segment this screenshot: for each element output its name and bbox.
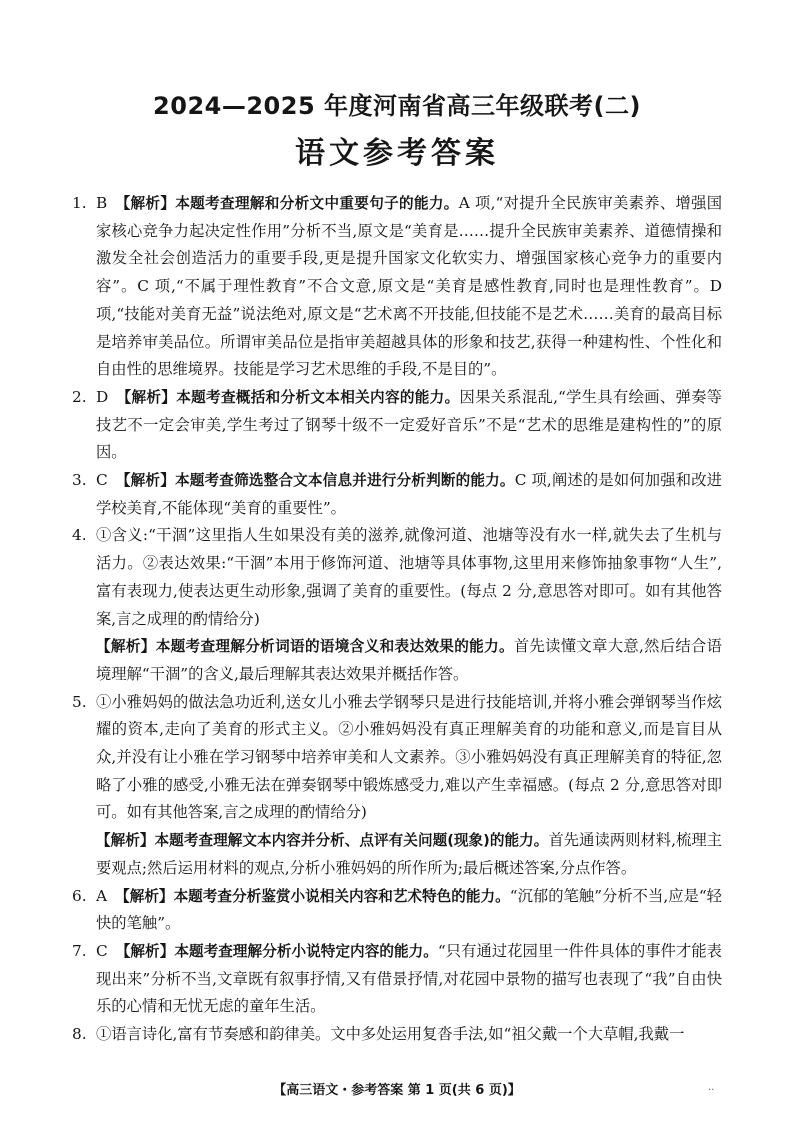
answer-item-8 bbox=[72, 1021, 722, 1049]
analysis-intro: 本题考查分析鉴赏小说相关内容和艺术特色的能力。 bbox=[173, 887, 510, 905]
answer-item-5 bbox=[72, 689, 722, 828]
page-footer: 【高三语文・参考答案 第 1 页(共 6 页)】 bbox=[273, 1083, 521, 1098]
answer-item-4 bbox=[72, 522, 722, 633]
answer-item-3 bbox=[72, 467, 722, 522]
item-number: 6. bbox=[72, 886, 87, 905]
analysis-tag: 【解析】 bbox=[96, 638, 156, 656]
analysis-intro: 本题考查概括和分析文本相关内容的能力。 bbox=[176, 388, 460, 406]
item-number: 4. bbox=[72, 526, 87, 545]
analysis-text: 因果关系混乱,“学生具有绘画、弹奏等技艺不一定会审美,学生考过了钢琴十级不一定爱好音乐”不是“艺术的思维是建构性的”的原因。 bbox=[96, 387, 722, 462]
analysis-tag: 【解析】 bbox=[96, 832, 155, 850]
item-number: 3. bbox=[72, 471, 87, 490]
analysis-text: “只有通过花园里一件件具体的事件才能表现出来”分析不当,文章既有叙事抒情,又有借景抒情,对花园中景物的描写也表现了“我”自由快乐的心情和无忧无虑的童年生活。 bbox=[96, 941, 722, 1016]
item-answer: A bbox=[96, 886, 108, 905]
analysis-intro: 本题考查理解分析词语的语境含义和表达效果的能力。 bbox=[155, 638, 514, 656]
analysis-tag: 【解析】 bbox=[115, 195, 176, 212]
analysis-intro: 本题考查理解分析小说特定内容的能力。 bbox=[174, 942, 438, 960]
analysis-text: 首先通读两则材料,梳理主要观点;然后运用材料的观点,分析小雅妈妈的所作所为;最后概述答案,分点作答。 bbox=[96, 831, 722, 877]
item-answer: B bbox=[96, 194, 108, 212]
analysis-tag: 【解析】 bbox=[115, 887, 174, 905]
item-answer: D bbox=[96, 387, 109, 406]
document-subtitle: 语文参考答案 bbox=[295, 136, 499, 171]
answer-text: ①含义:“干涸”这里指人生如果没有美的滋养,就像河道、池塘等没有水一样,就失去了生机与活力。②表达效果:“干涸”本用于修饰河道、池塘等具体事物,这里用来修饰抽象事物“人生”,富有表现力,使表达更生动形象,强调了美育的重要性。(每点 2 分,意思答对即可。如有其他答案,言之成理的酌情给分) bbox=[96, 526, 722, 628]
item-number: 8. bbox=[72, 1025, 87, 1044]
analysis-4 bbox=[72, 633, 722, 688]
answer-item-6 bbox=[72, 883, 722, 938]
answer-text: ①小雅妈妈的做法急功近利,送女儿小雅去学钢琴只是进行技能培训,并将小雅会弹钢琴当作炫耀的资本,走向了美育的形式主义。②小雅妈妈没有真正理解美育的功能和意义,而是盲目从众,并没有让小雅在学习钢琴中培养审美和人文素养。③小雅妈妈没有真正理解美育的特征,忽略了小雅的感受,小雅无法在弹奏钢琴中锻炼感受力,难以产生幸福感。(每点 2 分,意思答对即可。如有其他答案,言之成理的酌情给分) bbox=[96, 692, 722, 822]
answer-item-7 bbox=[72, 938, 722, 1021]
analysis-tag: 【解析】 bbox=[115, 472, 175, 490]
analysis-text: “沉郁的笔触”分析不当,应是“轻快的笔触”。 bbox=[96, 886, 722, 933]
analysis-tag: 【解析】 bbox=[116, 388, 177, 406]
item-number: 7. bbox=[72, 941, 87, 960]
item-answer: C bbox=[96, 941, 108, 960]
item-number: 1. bbox=[72, 194, 87, 212]
answer-item-1 bbox=[72, 190, 722, 384]
item-answer: C bbox=[96, 471, 108, 490]
analysis-intro: 本题考查筛选整合文本信息并进行分析判断的能力。 bbox=[174, 472, 515, 490]
analysis-text: A 项,“对提升全民族审美素养、增强国家核心竞争力起决定性作用”分析不当,原文是“美育是……提升全民族审美素养、道德情操和激发全社会创造活力的重要手段,更是提升国家文化软实力、增强国家核心竞争力的重要内容”。C 项,“不属于理性教育”不合文意,原文是“美育是感性教育,同时也是理性教育”。D 项,“技能对美育无益”说法绝对,原文是“艺术离不开技能,但技能不是艺术……美育的最高目标是培养审美品位。所谓审美品位是指审美超越具体的形象和技艺,获得一种建构性、个性化和自由性的思维境界。技能是学习艺术思维的手段,不是目的”。 bbox=[96, 194, 722, 379]
document-title: 2024—2025 年度河南省高三年级联考(二) bbox=[153, 92, 641, 120]
answer-text: ①语言诗化,富有节奏感和韵律美。文中多处运用复沓手法,如“祖父戴一个大草帽,我戴一 bbox=[96, 1025, 685, 1044]
analysis-intro: 本题考查理解文本内容并分析、点评有关问题(现象)的能力。 bbox=[154, 832, 549, 850]
answer-item-2 bbox=[72, 384, 722, 467]
answer-body bbox=[72, 190, 722, 1049]
analysis-intro: 本题考查理解和分析文中重要句子的能力。 bbox=[175, 195, 459, 212]
corner-mark: .. bbox=[708, 1082, 715, 1093]
item-number: 2. bbox=[72, 387, 87, 406]
analysis-tag: 【解析】 bbox=[115, 942, 175, 960]
analysis-text: C 项,阐述的是如何加强和改进学校美育,不能体现“美育的重要性”。 bbox=[96, 471, 722, 517]
analysis-5 bbox=[72, 827, 722, 882]
analysis-text: 首先读懂文章大意,然后结合语境理解“干涸”的含义,最后理解其表达效果并概括作答。 bbox=[96, 637, 722, 683]
item-number: 5. bbox=[72, 692, 87, 711]
